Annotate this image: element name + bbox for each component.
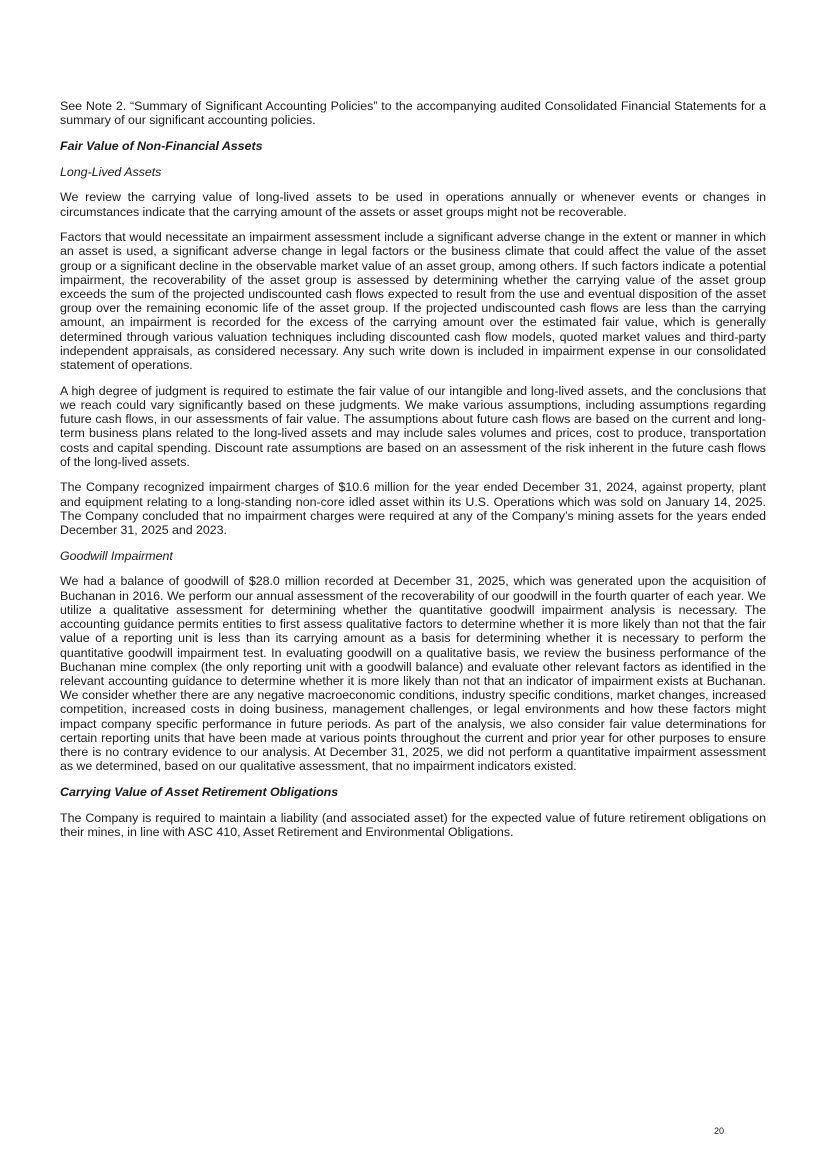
intro-paragraph: See Note 2. “Summary of Significant Accounting Policies” to the accompanying audited Consolidated Financial Statements for a summary of our significant accounting policies. (60, 99, 766, 128)
long-lived-paragraph-2: Factors that would necessitate an impairment assessment include a significant adverse change in the extent or manner in which an asset is used, a significant adverse change in legal factors or the business climate that could affect the value of the asset group or a significant decline in the observable market value of an asset group, among others. If such factors indicate a potential impairment, the recoverability of the asset group is assessed by determining whether the carrying value of the asset group exceeds the sum of the projected undiscounted cash flows expected to result from the use and eventual disposition of the asset group over the remaining economic life of the asset group. If the projected undiscounted cash flows are less than the carrying amount, an impairment is recorded for the excess of the carrying amount over the estimated fair value, which is generally determined through various valuation techniques including discounted cash flow models, quoted market values and third-party independent appraisals, as considered necessary. Any such write down is included in impairment expense in our consolidated statement of operations. (60, 230, 766, 373)
long-lived-paragraph-4: The Company recognized impairment charges of $10.6 million for the year ended December 31, 2024, against property, plant and equipment relating to a long-standing non-core idled asset within its U.S. Operations which was sold on January 14, 2025. The Company concluded that no impairment charges were required at any of the Company’s mining assets for the years ended December 31, 2025 and 2023. (60, 480, 766, 538)
goodwill-paragraph: We had a balance of goodwill of $28.0 million recorded at December 31, 2025, which was generated upon the acquisition of Buchanan in 2016. We perform our annual assessment of the recoverability of our goodwill in the fourth quarter of each year. We utilize a qualitative assessment for determining whether the quantitative goodwill impairment analysis is necessary. The accounting guidance permits entities to first assess qualitative factors to determine whether it is more likely than not that the fair value of a reporting unit is less than its carrying amount as a basis for determining whether it is necessary to perform the quantitative goodwill impairment test. In evaluating goodwill on a qualitative basis, we review the business performance of the Buchanan mine complex (the only reporting unit with a goodwill balance) and evaluate other relevant factors as identified in the relevant accounting guidance to determine whether it is more likely than not that an indicator of impairment exists at Buchanan. We consider whether there are any negative macroeconomic conditions, industry specific conditions, market changes, increased competition, increased costs in doing business, management challenges, or legal environments and how these factors might impact company specific performance in future periods. As part of the analysis, we also consider fair value determinations for certain reporting units that have been made at various points throughout the current and prior year for other purposes to ensure there is no contrary evidence to our analysis. At December 31, 2025, we did not perform a quantitative impairment assessment as we determined, based on our qualitative assessment, that no impairment indicators existed. (60, 574, 766, 774)
fair-value-heading: Fair Value of Non-Financial Assets (60, 138, 263, 153)
goodwill-impairment-heading: Goodwill Impairment (60, 548, 173, 563)
aro-paragraph: The Company is required to maintain a liability (and associated asset) for the expected value of future retirement obligations on their mines, in line with ASC 410, Asset Retirement and Environmental Obligations. (60, 810, 766, 839)
long-lived-paragraph-3: A high degree of judgment is required to estimate the fair value of our intangible and long-lived assets, and the conclusions that we reach could vary significantly based on these judgments. We make various assumptions, including assumptions regarding future cash flows, in our assessments of fair value. The assumptions about future cash flows are based on the current and long-term business plans related to the long-lived assets and may include sales volumes and prices, cost to produce, transportation costs and capital spending. Discount rate assumptions are based on an assessment of the risk inherent in the future cash flows of the long-lived assets. (60, 383, 766, 469)
aro-heading: Carrying Value of Asset Retirement Obligations (60, 784, 339, 799)
page-content (60, 99, 766, 839)
page-number: 20 (713, 1126, 724, 1136)
long-lived-assets-heading: Long-Lived Assets (60, 164, 162, 179)
long-lived-paragraph-1: We review the carrying value of long-lived assets to be used in operations annually or whenever events or changes in circumstances indicate that the carrying amount of the assets or asset groups might not be recoverable. (60, 190, 766, 219)
